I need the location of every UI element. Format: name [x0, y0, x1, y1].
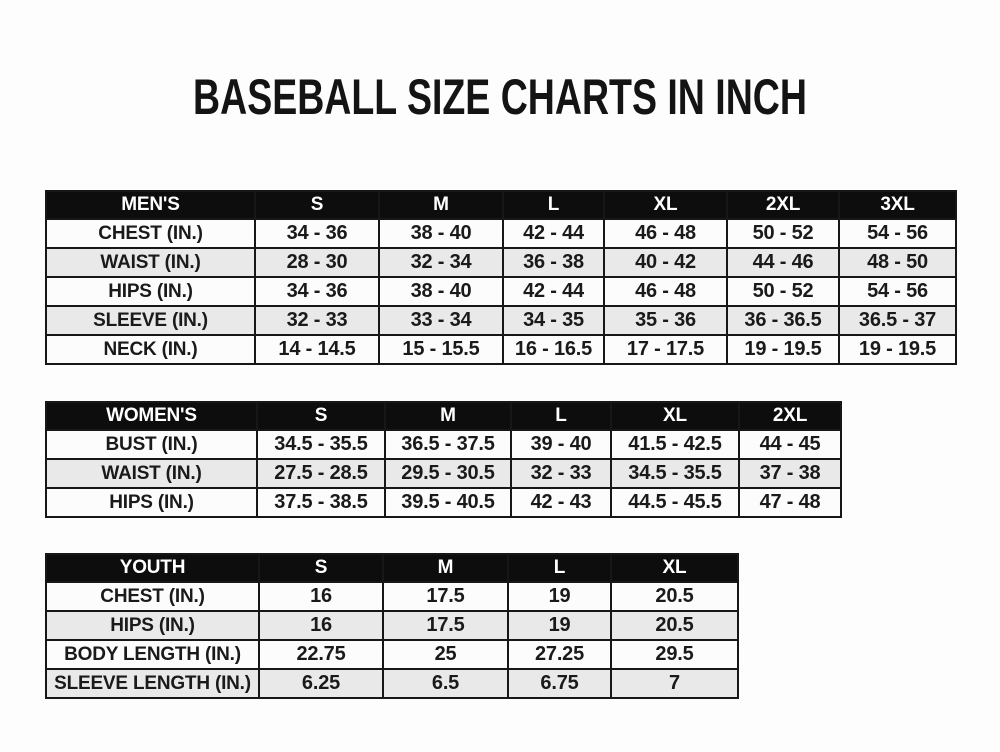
- size-value-cell: 34 - 36: [255, 219, 379, 248]
- row-label: BODY LENGTH (IN.): [46, 640, 259, 669]
- table-row: [46, 488, 841, 517]
- table-row: [46, 611, 738, 640]
- size-value-cell: 36 - 38: [503, 248, 604, 277]
- column-header-3xl: 3XL: [839, 191, 956, 219]
- size-value-cell: 7: [611, 669, 738, 698]
- size-value-cell: 14 - 14.5: [255, 335, 379, 364]
- row-label: SLEEVE LENGTH (IN.): [46, 669, 259, 698]
- row-label: NECK (IN.): [46, 335, 255, 364]
- size-value-cell: 20.5: [611, 582, 738, 611]
- size-value-cell: 6.25: [259, 669, 383, 698]
- row-label: HIPS (IN.): [46, 488, 257, 517]
- size-value-cell: 39 - 40: [511, 430, 611, 459]
- size-value-cell: 41.5 - 42.5: [611, 430, 739, 459]
- column-header-l: L: [511, 402, 611, 430]
- size-value-cell: 48 - 50: [839, 248, 956, 277]
- size-value-cell: 27.5 - 28.5: [257, 459, 385, 488]
- size-value-cell: 34 - 36: [255, 277, 379, 306]
- size-value-cell: 38 - 40: [379, 277, 503, 306]
- size-value-cell: 42 - 43: [511, 488, 611, 517]
- mens-size-table: [45, 190, 957, 365]
- youth-table-title-header: YOUTH: [46, 554, 259, 582]
- table-row: [46, 219, 956, 248]
- table-row: [46, 335, 956, 364]
- row-label: BUST (IN.): [46, 430, 257, 459]
- size-value-cell: 16 - 16.5: [503, 335, 604, 364]
- size-value-cell: 20.5: [611, 611, 738, 640]
- row-label: CHEST (IN.): [46, 219, 255, 248]
- size-value-cell: 6.5: [383, 669, 508, 698]
- size-value-cell: 50 - 52: [727, 219, 839, 248]
- womens-table-title-header: WOMEN'S: [46, 402, 257, 430]
- column-header-l: L: [508, 554, 611, 582]
- column-header-xl: XL: [604, 191, 727, 219]
- size-value-cell: 28 - 30: [255, 248, 379, 277]
- column-header-xl: XL: [611, 402, 739, 430]
- size-value-cell: 15 - 15.5: [379, 335, 503, 364]
- size-value-cell: 54 - 56: [839, 277, 956, 306]
- size-value-cell: 17.5: [383, 582, 508, 611]
- column-header-s: S: [255, 191, 379, 219]
- table-row: [46, 459, 841, 488]
- size-value-cell: 46 - 48: [604, 219, 727, 248]
- table-row: [46, 582, 738, 611]
- womens-size-table: [45, 401, 842, 518]
- size-value-cell: 39.5 - 40.5: [385, 488, 511, 517]
- column-header-s: S: [259, 554, 383, 582]
- size-value-cell: 44.5 - 45.5: [611, 488, 739, 517]
- table-row: [46, 640, 738, 669]
- row-label: HIPS (IN.): [46, 277, 255, 306]
- size-value-cell: 27.25: [508, 640, 611, 669]
- row-label: CHEST (IN.): [46, 582, 259, 611]
- size-value-cell: 33 - 34: [379, 306, 503, 335]
- column-header-l: L: [503, 191, 604, 219]
- table-row: [46, 306, 956, 335]
- size-value-cell: 19 - 19.5: [727, 335, 839, 364]
- size-value-cell: 54 - 56: [839, 219, 956, 248]
- size-value-cell: 32 - 33: [511, 459, 611, 488]
- size-value-cell: 40 - 42: [604, 248, 727, 277]
- size-value-cell: 38 - 40: [379, 219, 503, 248]
- column-header-m: M: [383, 554, 508, 582]
- mens-table-title-header: MEN'S: [46, 191, 255, 219]
- size-value-cell: 29.5 - 30.5: [385, 459, 511, 488]
- youth-header-row: [46, 554, 738, 582]
- row-label: WAIST (IN.): [46, 248, 255, 277]
- size-value-cell: 22.75: [259, 640, 383, 669]
- row-label: WAIST (IN.): [46, 459, 257, 488]
- size-value-cell: 42 - 44: [503, 277, 604, 306]
- column-header-2xl: 2XL: [739, 402, 841, 430]
- size-value-cell: 50 - 52: [727, 277, 839, 306]
- size-value-cell: 46 - 48: [604, 277, 727, 306]
- table-row: [46, 669, 738, 698]
- table-row: [46, 430, 841, 459]
- size-value-cell: 36.5 - 37: [839, 306, 956, 335]
- size-value-cell: 16: [259, 582, 383, 611]
- table-row: [46, 277, 956, 306]
- column-header-2xl: 2XL: [727, 191, 839, 219]
- size-value-cell: 32 - 33: [255, 306, 379, 335]
- size-value-cell: 29.5: [611, 640, 738, 669]
- size-value-cell: 36 - 36.5: [727, 306, 839, 335]
- size-value-cell: 19: [508, 611, 611, 640]
- size-value-cell: 34 - 35: [503, 306, 604, 335]
- column-header-m: M: [385, 402, 511, 430]
- size-value-cell: 37 - 38: [739, 459, 841, 488]
- size-value-cell: 19: [508, 582, 611, 611]
- size-value-cell: 17.5: [383, 611, 508, 640]
- column-header-xl: XL: [611, 554, 738, 582]
- size-value-cell: 47 - 48: [739, 488, 841, 517]
- womens-header-row: [46, 402, 841, 430]
- mens-header-row: [46, 191, 956, 219]
- size-value-cell: 32 - 34: [379, 248, 503, 277]
- size-value-cell: 44 - 46: [727, 248, 839, 277]
- size-value-cell: 19 - 19.5: [839, 335, 956, 364]
- size-value-cell: 35 - 36: [604, 306, 727, 335]
- womens-size-table-container: [45, 401, 842, 518]
- size-value-cell: 25: [383, 640, 508, 669]
- size-value-cell: 36.5 - 37.5: [385, 430, 511, 459]
- size-value-cell: 44 - 45: [739, 430, 841, 459]
- size-value-cell: 16: [259, 611, 383, 640]
- youth-size-table-container: [45, 553, 739, 699]
- size-value-cell: 34.5 - 35.5: [257, 430, 385, 459]
- column-header-m: M: [379, 191, 503, 219]
- table-row: [46, 248, 956, 277]
- size-value-cell: 6.75: [508, 669, 611, 698]
- column-header-s: S: [257, 402, 385, 430]
- size-value-cell: 42 - 44: [503, 219, 604, 248]
- row-label: SLEEVE (IN.): [46, 306, 255, 335]
- page-title: BASEBALL SIZE CHARTS IN INCH: [193, 69, 807, 125]
- mens-size-table-container: [45, 190, 957, 365]
- size-value-cell: 34.5 - 35.5: [611, 459, 739, 488]
- size-value-cell: 37.5 - 38.5: [257, 488, 385, 517]
- youth-size-table: [45, 553, 739, 699]
- size-value-cell: 17 - 17.5: [604, 335, 727, 364]
- row-label: HIPS (IN.): [46, 611, 259, 640]
